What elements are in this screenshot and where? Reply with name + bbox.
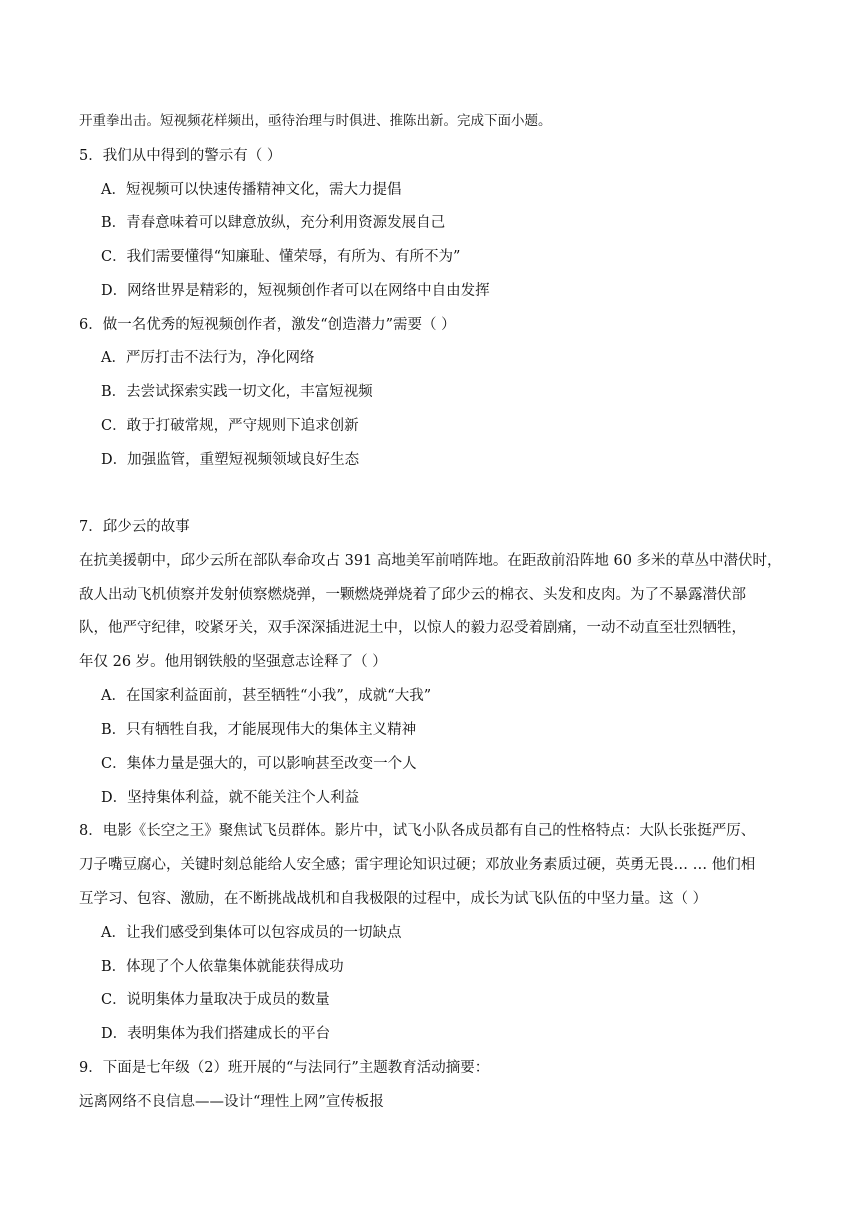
question-6-option-d: D．加强监管，重塑短视频领域良好生态 — [101, 452, 360, 468]
question-5-option-d: D．网络世界是精彩的，短视频创作者可以在网络中自由发挥 — [101, 283, 490, 299]
question-9-stem: 9．下面是七年级（2）班开展的“与法同行”主题教育活动摘要： — [79, 1060, 490, 1076]
question-9-activity-line: 远离网络不良信息——设计“理性上网”宣传板报 — [79, 1094, 384, 1110]
question-8-stem-line: 互学习、包容、激励，在不断挑战战机和自我极限的过程中，成长为试飞队伍的中坚力量。这（ ） — [79, 891, 708, 907]
intro-continuation: 开重拳出击。短视频花样频出，亟待治理与时俱进、推陈出新。完成下面小题。 — [79, 113, 552, 129]
question-5-stem: 5．我们从中得到的警示有（ ） — [79, 148, 282, 164]
question-7-paragraph-line: 在抗美援朝中，邱少云所在部队奉命攻占 391 高地美军前哨阵地。在距敌前沿阵地 60 多米的草丛中潜伏时， — [79, 553, 782, 569]
question-5-option-c: C．我们需要懂得“知廉耻、懂荣辱，有所为、有所不为” — [101, 249, 461, 265]
question-7-title: 7．邱少云的故事 — [79, 519, 190, 535]
question-6-option-b: B．去尝试探索实践一切文化，丰富短视频 — [101, 384, 373, 400]
question-8-option-a: A．让我们感受到集体可以包容成员的一切缺点 — [101, 925, 402, 941]
question-5-option-b: B．青春意味着可以肆意放纵，充分利用资源发展自己 — [101, 215, 446, 231]
question-7-paragraph-line: 年仅 26 岁。他用钢铁般的坚强意志诠释了（ ） — [79, 654, 387, 670]
question-8-stem-line: 刀子嘴豆腐心，关键时刻总能给人安全感；雷宇理论知识过硬；邓放业务素质过硬，英勇无畏… … 他们相 — [79, 857, 756, 873]
question-7-paragraph-line: 队，他严守纪律，咬紧牙关，双手深深插进泥土中，以惊人的毅力忍受着剧痛，一动不动直至壮烈牺牲， — [79, 620, 746, 636]
question-6-option-c: C．敢于打破常规，严守规则下追求创新 — [101, 418, 359, 434]
question-8-option-b: B．体现了个人依靠集体就能获得成功 — [101, 959, 344, 975]
question-6-option-a: A．严厉打击不法行为，净化网络 — [101, 350, 315, 366]
question-7-option-d: D．坚持集体利益，就不能关注个人利益 — [101, 790, 360, 806]
question-7-option-b: B．只有牺牲自我，才能展现伟大的集体主义精神 — [101, 722, 417, 738]
question-8-stem-line: 8．电影《长空之王》聚焦试飞员群体。影片中，试飞小队各成员都有自己的性格特点：大队长张挺严厉、 — [79, 823, 756, 839]
question-8-option-c: C．说明集体力量取决于成员的数量 — [101, 992, 330, 1008]
question-8-option-d: D．表明集体为我们搭建成长的平台 — [101, 1026, 331, 1042]
question-6-stem: 6．做一名优秀的短视频创作者，激发“创造潜力”需要（ ） — [79, 317, 456, 333]
question-7-paragraph-line: 敌人出动飞机侦察并发射侦察燃烧弹，一颗燃烧弹烧着了邱少云的棉衣、头发和皮肉。为了不暴露潜伏部 — [79, 587, 746, 603]
question-7-option-c: C．集体力量是强大的，可以影响甚至改变一个人 — [101, 756, 417, 772]
question-7-option-a: A．在国家利益面前，甚至牺牲“小我”，成就“大我” — [101, 688, 432, 704]
question-5-option-a: A．短视频可以快速传播精神文化，需大力提倡 — [101, 182, 402, 198]
